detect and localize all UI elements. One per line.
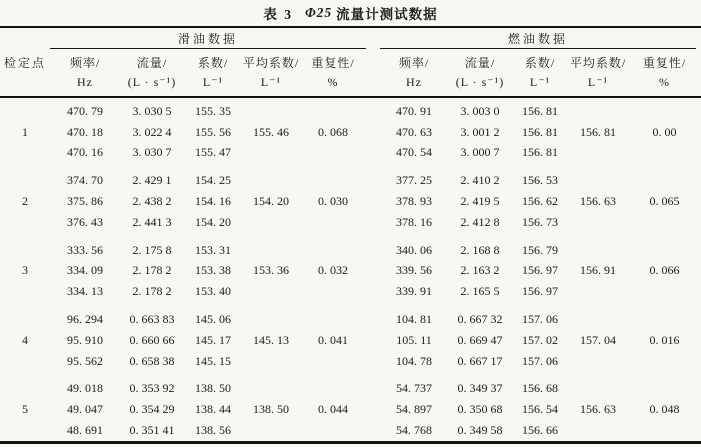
oil-flow-value: 2. 178 2 [132, 284, 172, 299]
oil-average-coefficient-value: 154. 20 [253, 194, 289, 209]
oil-average-coefficient-value: 153. 36 [253, 263, 289, 278]
fuel-flow-value: 0. 349 37 [457, 381, 503, 396]
oil-frequency-value: 334. 13 [67, 284, 103, 299]
fuel-flow-value: 2. 412 8 [460, 214, 500, 229]
fuel-flow-value: 0. 349 58 [457, 423, 503, 438]
fuel-flow-value: 2. 410 2 [460, 173, 500, 188]
fuel-repeatability-value: 0. 00 [652, 124, 677, 139]
point-number: 4 [22, 332, 28, 347]
fuel-frequency-value: 470. 63 [396, 124, 432, 139]
oil-coefficient-value: 153. 38 [195, 263, 231, 278]
fuel-flow-value: 2. 168 8 [460, 242, 500, 257]
oil-coefficient-value: 145. 17 [195, 332, 231, 347]
oil-frequency-value: 48. 691 [67, 423, 103, 438]
oil-flow-value: 0. 351 41 [129, 423, 175, 438]
fuel-frequency-value: 339. 91 [396, 284, 432, 299]
oil-coefficient-value: 154. 20 [195, 214, 231, 229]
oil-frequency-value: 49. 018 [67, 381, 103, 396]
verification-point-group [0, 101, 701, 163]
fuel-frequency-value: 54. 737 [396, 381, 432, 396]
oil-coefficient-value: 154. 16 [195, 194, 231, 209]
fuel-frequency-value: 340. 06 [396, 242, 432, 257]
point-number: 2 [22, 194, 28, 209]
oil-frequency-value: 49. 047 [67, 402, 103, 417]
fuel-frequency-value: 54. 768 [396, 423, 432, 438]
oil-repeatability-value: 0. 068 [318, 124, 348, 139]
oil-flow-value: 0. 660 66 [129, 332, 175, 347]
fuel-repeatability-value: 0. 016 [649, 332, 680, 347]
oil-flow-value: 2. 441 3 [132, 214, 172, 229]
oil-flow-value: 3. 030 5 [132, 103, 172, 118]
fuel-flow-value: 0. 667 17 [457, 353, 503, 368]
fuel-average-coefficient-value: 156. 81 [580, 124, 616, 139]
header-oil-average-coefficient: 平均系数/ L⁻¹ [242, 55, 300, 89]
fuel-frequency-value: 339. 56 [396, 263, 432, 278]
header-fuel-frequency: 频率/ Hz [398, 55, 430, 89]
fuel-frequency-value: 378. 16 [396, 214, 432, 229]
fuel-flow-value: 2. 165 5 [460, 284, 500, 299]
fuel-coefficient-value: 157. 06 [522, 312, 558, 327]
fuel-coefficient-value: 156. 53 [522, 173, 558, 188]
verification-point-group [0, 240, 701, 302]
oil-flow-value: 0. 658 38 [129, 353, 175, 368]
fuel-coefficient-value: 156. 68 [522, 381, 558, 396]
header-fuel-coefficient: 系数/ L⁻¹ [524, 55, 556, 89]
oil-repeatability-value: 0. 032 [318, 263, 348, 278]
fuel-repeatability-value: 0. 048 [649, 402, 680, 417]
oil-flow-value: 0. 663 83 [129, 312, 175, 327]
oil-flow-value: 2. 438 2 [132, 194, 172, 209]
fuel-coefficient-value: 156. 97 [522, 263, 558, 278]
header-fuel-repeatability: 重复性/ % [642, 55, 687, 89]
table-number: 表 3 [263, 7, 293, 22]
header-verification-point: 检定点 [3, 55, 46, 70]
oil-frequency-value: 95. 562 [67, 353, 103, 368]
oil-repeatability-value: 0. 030 [318, 194, 348, 209]
oil-average-coefficient-value: 145. 13 [253, 332, 289, 347]
fuel-average-coefficient-value: 156. 91 [580, 263, 616, 278]
oil-average-coefficient-value: 138. 50 [253, 402, 289, 417]
header-oil-flow: 流量/ (L · s⁻¹) [127, 55, 177, 89]
fuel-coefficient-value: 156. 79 [522, 242, 558, 257]
oil-flow-value: 0. 353 92 [129, 381, 175, 396]
oil-frequency-value: 375. 86 [67, 194, 103, 209]
table-caption [0, 0, 701, 26]
fuel-coefficient-value: 156. 66 [522, 423, 558, 438]
point-number: 5 [22, 402, 28, 417]
oil-flow-value: 2. 175 8 [132, 242, 172, 257]
table-body [0, 98, 701, 441]
fuel-coefficient-value: 156. 54 [522, 402, 558, 417]
oil-flow-value: 2. 429 1 [132, 173, 172, 188]
fuel-frequency-value: 104. 81 [396, 312, 432, 327]
header-oil-repeatability: 重复性/ % [311, 55, 355, 89]
oil-average-coefficient-value: 155. 46 [253, 124, 289, 139]
verification-point-group [0, 170, 701, 232]
fuel-coefficient-value: 156. 81 [522, 145, 558, 160]
fuel-frequency-value: 470. 91 [396, 103, 432, 118]
oil-frequency-value: 334. 09 [67, 263, 103, 278]
verification-point-group [0, 379, 701, 441]
oil-coefficient-value: 155. 35 [195, 103, 231, 118]
fuel-coefficient-value: 156. 81 [522, 124, 558, 139]
flowmeter-model: Φ25 [304, 5, 333, 20]
oil-frequency-value: 95. 910 [67, 332, 103, 347]
oil-repeatability-value: 0. 044 [318, 402, 348, 417]
oil-coefficient-value: 153. 40 [195, 284, 231, 299]
table-header [0, 28, 701, 98]
header-oil-coefficient: 系数/ L⁻¹ [197, 55, 229, 89]
fuel-flow-value: 3. 000 7 [460, 145, 500, 160]
oil-coefficient-value: 153. 31 [195, 242, 231, 257]
oil-frequency-value: 470. 16 [67, 145, 103, 160]
oil-coefficient-value: 138. 50 [195, 381, 231, 396]
fuel-coefficient-value: 157. 02 [522, 332, 558, 347]
fuel-frequency-value: 54. 897 [396, 402, 432, 417]
oil-coefficient-value: 145. 06 [195, 312, 231, 327]
oil-frequency-value: 470. 79 [67, 103, 103, 118]
fuel-flow-value: 0. 667 32 [457, 312, 503, 327]
header-oil-frequency: 频率/ Hz [69, 55, 101, 89]
fuel-frequency-value: 377. 25 [396, 173, 432, 188]
oil-flow-value: 3. 022 4 [132, 124, 172, 139]
oil-frequency-value: 376. 43 [67, 214, 103, 229]
fuel-flow-value: 3. 001 2 [460, 124, 500, 139]
oil-frequency-value: 96. 294 [67, 312, 103, 327]
fuel-average-coefficient-value: 156. 63 [580, 194, 616, 209]
oil-flow-value: 0. 354 29 [129, 402, 175, 417]
fuel-repeatability-value: 0. 065 [649, 194, 680, 209]
fuel-flow-value: 2. 163 2 [460, 263, 500, 278]
point-number: 1 [22, 124, 28, 139]
fuel-frequency-value: 104. 78 [396, 353, 432, 368]
fuel-average-coefficient-value: 157. 04 [580, 332, 616, 347]
fuel-flow-value: 0. 669 47 [457, 332, 503, 347]
header-fuel-average-coefficient: 平均系数/ L⁻¹ [569, 55, 627, 89]
oil-coefficient-value: 155. 56 [195, 124, 231, 139]
fuel-frequency-value: 105. 11 [396, 332, 432, 347]
fuel-coefficient-value: 156. 97 [522, 284, 558, 299]
fuel-repeatability-value: 0. 066 [649, 263, 680, 278]
oil-coefficient-value: 145. 15 [195, 353, 231, 368]
table-caption-text: 流量计测试数据 [336, 7, 438, 22]
oil-frequency-value: 374. 70 [67, 173, 103, 188]
oil-flow-value: 2. 178 2 [132, 263, 172, 278]
oil-frequency-value: 333. 56 [67, 242, 103, 257]
group-header-fuel-oil: 燃油数据 [380, 28, 696, 49]
header-fuel-flow: 流量/ (L · s⁻¹) [455, 55, 505, 89]
fuel-coefficient-value: 157. 06 [522, 353, 558, 368]
point-number: 3 [22, 263, 28, 278]
oil-coefficient-value: 155. 47 [195, 145, 231, 160]
fuel-flow-value: 3. 003 0 [460, 103, 500, 118]
oil-frequency-value: 470. 18 [67, 124, 103, 139]
oil-coefficient-value: 154. 25 [195, 173, 231, 188]
fuel-average-coefficient-value: 156. 63 [580, 402, 616, 417]
fuel-coefficient-value: 156. 73 [522, 214, 558, 229]
fuel-coefficient-value: 156. 62 [522, 194, 558, 209]
fuel-frequency-value: 470. 54 [396, 145, 432, 160]
data-table [0, 26, 701, 444]
fuel-flow-value: 0. 350 68 [457, 402, 503, 417]
fuel-frequency-value: 378. 93 [396, 194, 432, 209]
verification-point-group [0, 309, 701, 371]
oil-repeatability-value: 0. 041 [318, 332, 348, 347]
fuel-coefficient-value: 156. 81 [522, 103, 558, 118]
oil-flow-value: 3. 030 7 [132, 145, 172, 160]
oil-coefficient-value: 138. 56 [195, 423, 231, 438]
group-header-lube-oil: 滑油数据 [50, 28, 366, 49]
oil-coefficient-value: 138. 44 [195, 402, 231, 417]
fuel-flow-value: 2. 419 5 [460, 194, 500, 209]
